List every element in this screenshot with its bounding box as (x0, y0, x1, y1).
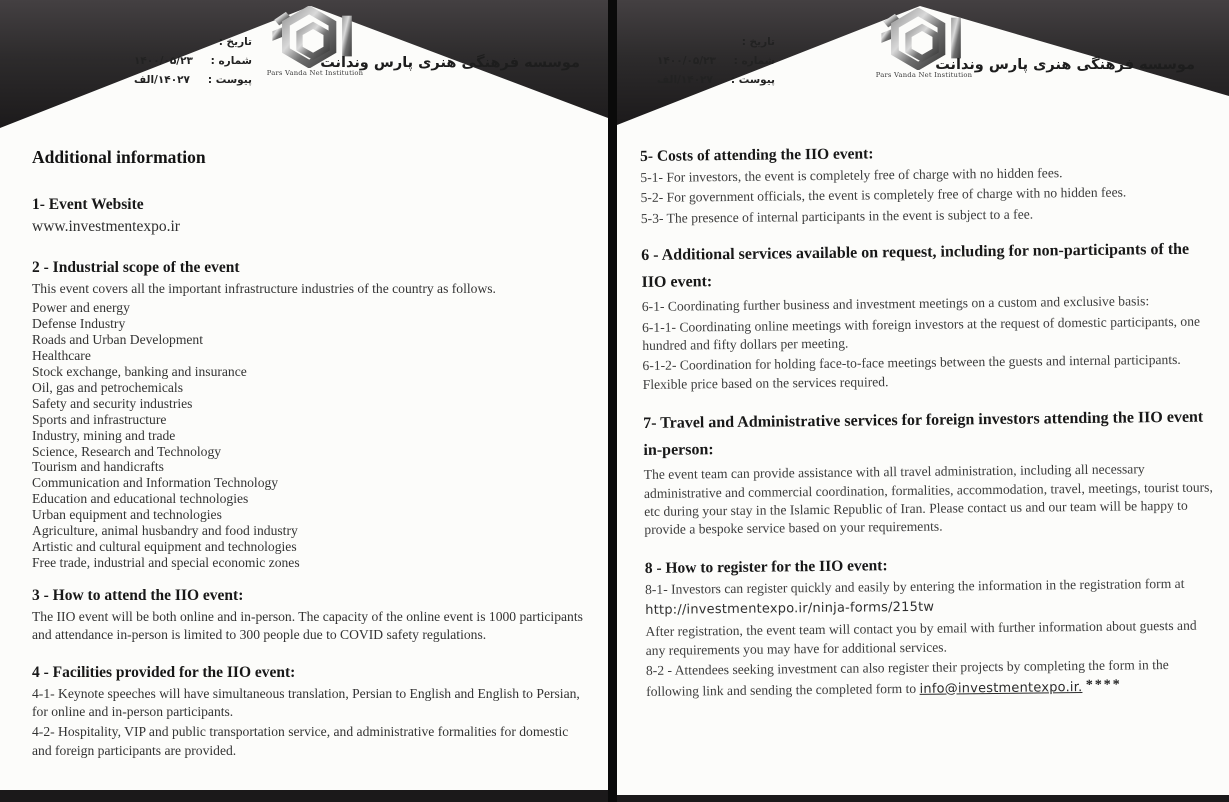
contact-email: info@investmentexpo.ir. (919, 679, 1083, 697)
industry-item: Industry, mining and trade (32, 427, 176, 443)
industry-item: Agriculture, animal husbandry and food industry (32, 523, 298, 539)
section-6-item-1-1: 6-1-1- Coordinating online meetings with foreign investors at the request of domestic participants, one hundred and fifty dollars per meeting. (641, 313, 1201, 354)
section-5-item-1: 5-1- For investors, the event is completely free of charge with no hidden fees. (640, 165, 1063, 185)
section-2-heading: 2 - Industrial scope of the event (32, 259, 240, 276)
section-4-item-2: 4-2- Hospitality, VIP and public transportation service, and administrative formalities for domestic and foreign participants are provided. (32, 724, 569, 758)
section-5-heading: 5- Costs of attending the IIO event: (640, 145, 874, 165)
bottom-scan-bar (617, 795, 1229, 802)
after-registration-note: After registration, the event team will contact you by email with further information about guests and any requirements you may have for additional services. (645, 617, 1197, 658)
institution-title: موسسه فرهنگی هنری پارس وندانت (935, 57, 1195, 73)
industry-item: Tourism and handicrafts (32, 459, 164, 475)
industry-item: Safety and security industries (32, 395, 193, 411)
number-value: ۱۴۰۰/۰۵/۲۳ (134, 55, 193, 67)
industry-item: Science, Research and Technology (32, 443, 222, 459)
section-3-heading: 3 - How to attend the IIO event: (32, 586, 244, 604)
section-5-item-2: 5-2- For government officials, the event is completely free of charge with no hidden fees. (640, 184, 1127, 206)
section-5-item-3: 5-3- The presence of internal participants in the event is subject to a fee. (640, 206, 1034, 226)
section-1-heading: 1- Event Website (32, 196, 144, 213)
section-4-item-1: 4-1- Keynote speeches will have simultaneous translation, Persian to English and English to Persian, for online and in-person participants. (32, 685, 580, 720)
industry-item: Urban equipment and technologies (32, 507, 222, 523)
attachment-field (657, 74, 775, 86)
institution-title: موسسه فرهنگی هنری پارس وندانت (320, 55, 580, 71)
industry-item: Sports and infrastructure (32, 411, 167, 427)
attachment-value: ۱۴۰۲۷/الف (657, 74, 713, 86)
industry-item: Free trade, industrial and special economic zones (32, 554, 300, 570)
page-left (0, 0, 608, 802)
industry-item: Oil, gas and petrochemicals (32, 379, 183, 395)
left-page-content (32, 147, 584, 760)
section-6-item-1: 6-1- Coordinating further business and investment meetings on a custom and exclusive basis: (641, 293, 1150, 315)
date-label: تاریخ : (218, 36, 252, 48)
attachment-label: پیوست : (730, 74, 775, 86)
section-8-item-2: 8-2 - Attendees seeking investment can also register their projects by completing the form in the (645, 657, 1169, 679)
industry-item: Stock exchange, banking and insurance (32, 364, 247, 380)
industry-item: Roads and Urban Development (32, 332, 204, 348)
registration-form-url: http://investmentexpo.ir/ninja-forms/215tw (645, 599, 935, 619)
logo-caption: Pars Vanda Net Institution (875, 71, 973, 79)
industry-item: Artistic and cultural equipment and technologies (32, 539, 297, 554)
section-8-tail-text: following link and sending the completed form to (646, 680, 920, 699)
section-6-heading: 6 - Additional services available on request, including for non-participants of the IIO event: (641, 240, 1190, 292)
logo-caption: Pars Vanda Net Institution (266, 69, 364, 77)
industry-item: Defense Industry (32, 316, 126, 332)
section-8-item-1: 8-1- Investors can register quickly and easily by entering the information in the registration form at (644, 575, 1185, 597)
number-field (134, 55, 252, 67)
attachment-value: ۱۴۰۲۷/الف (134, 74, 190, 86)
section-2-intro: This event covers all the important infrastructure industries of the country as follows. (32, 281, 496, 296)
number-label: شماره : (733, 55, 775, 67)
document-title: Additional information (32, 147, 206, 167)
number-value: ۱۴۰۰/۰۵/۲۳ (657, 55, 716, 67)
section-6-item-1-2: 6-1-2- Coordination for holding face-to-face meetings between the guests and internal participants. Flexible price based on the services required. (642, 352, 1181, 392)
attachment-label: پیوست : (207, 74, 252, 86)
date-label: تاریخ : (741, 36, 775, 48)
asterisks-mark: **** (1085, 677, 1122, 693)
industry-item: Education and educational technologies (32, 491, 249, 507)
page-right (617, 0, 1229, 802)
section-4-heading: 4 - Facilities provided for the IIO event: (32, 663, 296, 681)
number-field (657, 55, 775, 67)
section-8-item-2-tail (646, 676, 1218, 702)
industry-item: Power and energy (32, 300, 130, 316)
letterhead-fields (657, 36, 775, 93)
section-8-heading: 8 - How to register for the IIO event: (644, 557, 888, 577)
industry-item: Healthcare (32, 348, 91, 364)
section-3-body: The IIO event will be both online and in-person. The capacity of the online event is 1000 participants and attendance in-person is limited to 300 people due to COVID safety regulations. (32, 608, 583, 643)
date-field (657, 36, 775, 48)
bottom-scan-bar (0, 790, 608, 802)
attachment-field (134, 74, 252, 86)
section-7-body: The event team can provide assistance with all travel administration, including all necessary administrative and commercial coordination, formalities, accommodation, travel, meetings, tourist tours, etc during your stay in the Islamic Republic of Iran. Please contact us and our team will be happy to provide a bespoke service based on your requirements. (643, 461, 1213, 538)
letterhead-fields (134, 36, 252, 93)
number-label: شماره : (210, 55, 252, 67)
industry-item: Communication and Information Technology (32, 475, 279, 491)
event-website-url: www.investmentexpo.ir (32, 218, 180, 235)
section-7-heading: 7- Travel and Administrative services for foreign investors attending the IIO event in-person: (643, 408, 1204, 460)
industry-list (32, 300, 584, 570)
right-page-content (640, 140, 1218, 702)
date-field (134, 36, 252, 48)
